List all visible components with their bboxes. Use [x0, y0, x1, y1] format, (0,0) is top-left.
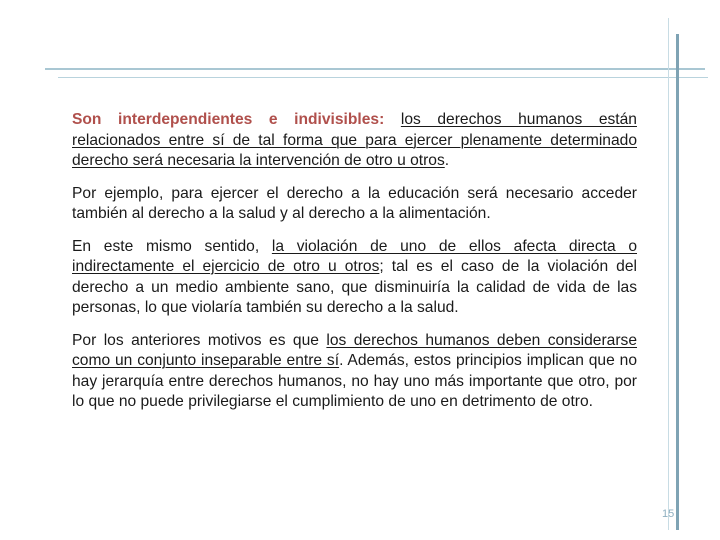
text-run: ; tal es el caso de la violación del derecho a un medio ambiente sano, que disminuiría la calidad de vida de las personas, lo que violaría también su derecho a la salud. — [72, 258, 637, 316]
top-rule — [45, 68, 705, 70]
underlined-text: los derechos humanos deben considerarse como un conjunto inseparable entre sí — [72, 331, 638, 369]
paragraph-example: Por ejemplo, para ejercer el derecho a la educación será necesario acceder también al derecho a la salud y al derecho a la alimentación. — [72, 184, 637, 222]
text-run: . Además, estos principios implican que no hay jerarquía entre derechos humanos, no hay uno más importante que otro, por lo que no puede privilegiarse el cumplimiento de uno en detrimento de otro. — [72, 352, 637, 410]
paragraph-conclusion — [72, 331, 637, 413]
slide-body — [72, 110, 637, 425]
page-number: 15 — [662, 508, 675, 520]
side-rule — [676, 34, 679, 530]
side-rule-thin — [668, 18, 669, 530]
text-run: En este mismo sentido, — [72, 237, 272, 255]
underlined-text: los derechos humanos están relacionados entre sí de tal forma que para ejercer plenamente determinado derecho será necesaria la intervención de otro u otros — [72, 111, 637, 169]
principle-heading: Son interdependientes e indivisibles: — [72, 111, 385, 128]
underlined-text: la violación de uno de ellos afecta directa o indirectamente el ejercicio de otro u otros — [72, 237, 637, 275]
period: . — [444, 152, 450, 169]
top-rule-thin — [58, 77, 708, 78]
paragraph-violation — [72, 237, 637, 319]
text-run: Por los anteriores motivos es que — [72, 331, 327, 349]
paragraph-interdependence — [72, 110, 637, 172]
